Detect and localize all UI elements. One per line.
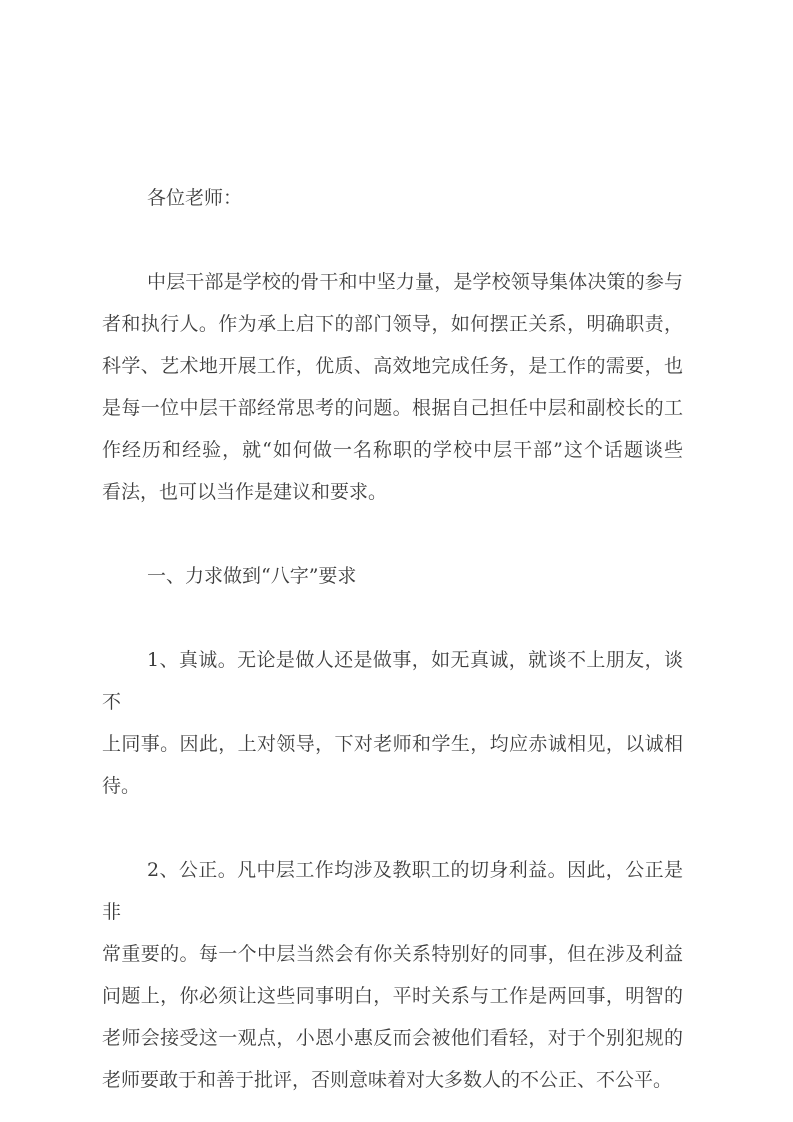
paragraph xyxy=(102,639,683,807)
text-line: 问题上，你必须让这些同事明白，平时关系与工作是两回事，明智的 xyxy=(102,985,683,1007)
text-line: 老师要敢于和善于批评，否则意味着对大多数人的不公正、不公平。 xyxy=(102,1069,673,1091)
text-line: 一、力求做到“八字”要求 xyxy=(147,565,357,587)
document-content xyxy=(102,177,683,1101)
paragraph xyxy=(102,261,683,513)
text-line: 上同事。因此，上对领导，下对老师和学生，均应赤诚相见，以诚相 xyxy=(102,733,683,755)
text-line: 作经历和经验，就“如何做一名称职的学校中层干部”这个话题谈些 xyxy=(102,439,683,461)
text-line: 2、公正。凡中层工作均涉及教职工的切身利益。因此，公正是非 xyxy=(102,859,683,923)
text-line: 待。 xyxy=(102,775,141,797)
document-body xyxy=(102,261,683,1101)
salutation: 各位老师： xyxy=(147,187,243,209)
text-line: 中层干部是学校的骨干和中坚力量，是学校领导集体决策的参与 xyxy=(147,271,683,293)
section-heading xyxy=(102,555,683,597)
paragraph xyxy=(102,849,683,1101)
text-line: 者和执行人。作为承上启下的部门领导，如何摆正关系，明确职责， xyxy=(102,313,683,335)
text-line: 老师会接受这一观点，小恩小惠反而会被他们看轻，对于个别犯规的 xyxy=(102,1027,683,1049)
text-line: 看法，也可以当作是建议和要求。 xyxy=(102,481,388,503)
text-line: 1、真诚。无论是做人还是做事，如无真诚，就谈不上朋友，谈不 xyxy=(102,649,683,713)
text-line: 科学、艺术地开展工作，优质、高效地完成任务，是工作的需要，也 xyxy=(102,355,683,377)
text-line: 常重要的。每一个中层当然会有你关系特别好的同事，但在涉及利益 xyxy=(102,943,683,965)
text-line: 是每一位中层干部经常思考的问题。根据自己担任中层和副校长的工 xyxy=(102,397,683,419)
